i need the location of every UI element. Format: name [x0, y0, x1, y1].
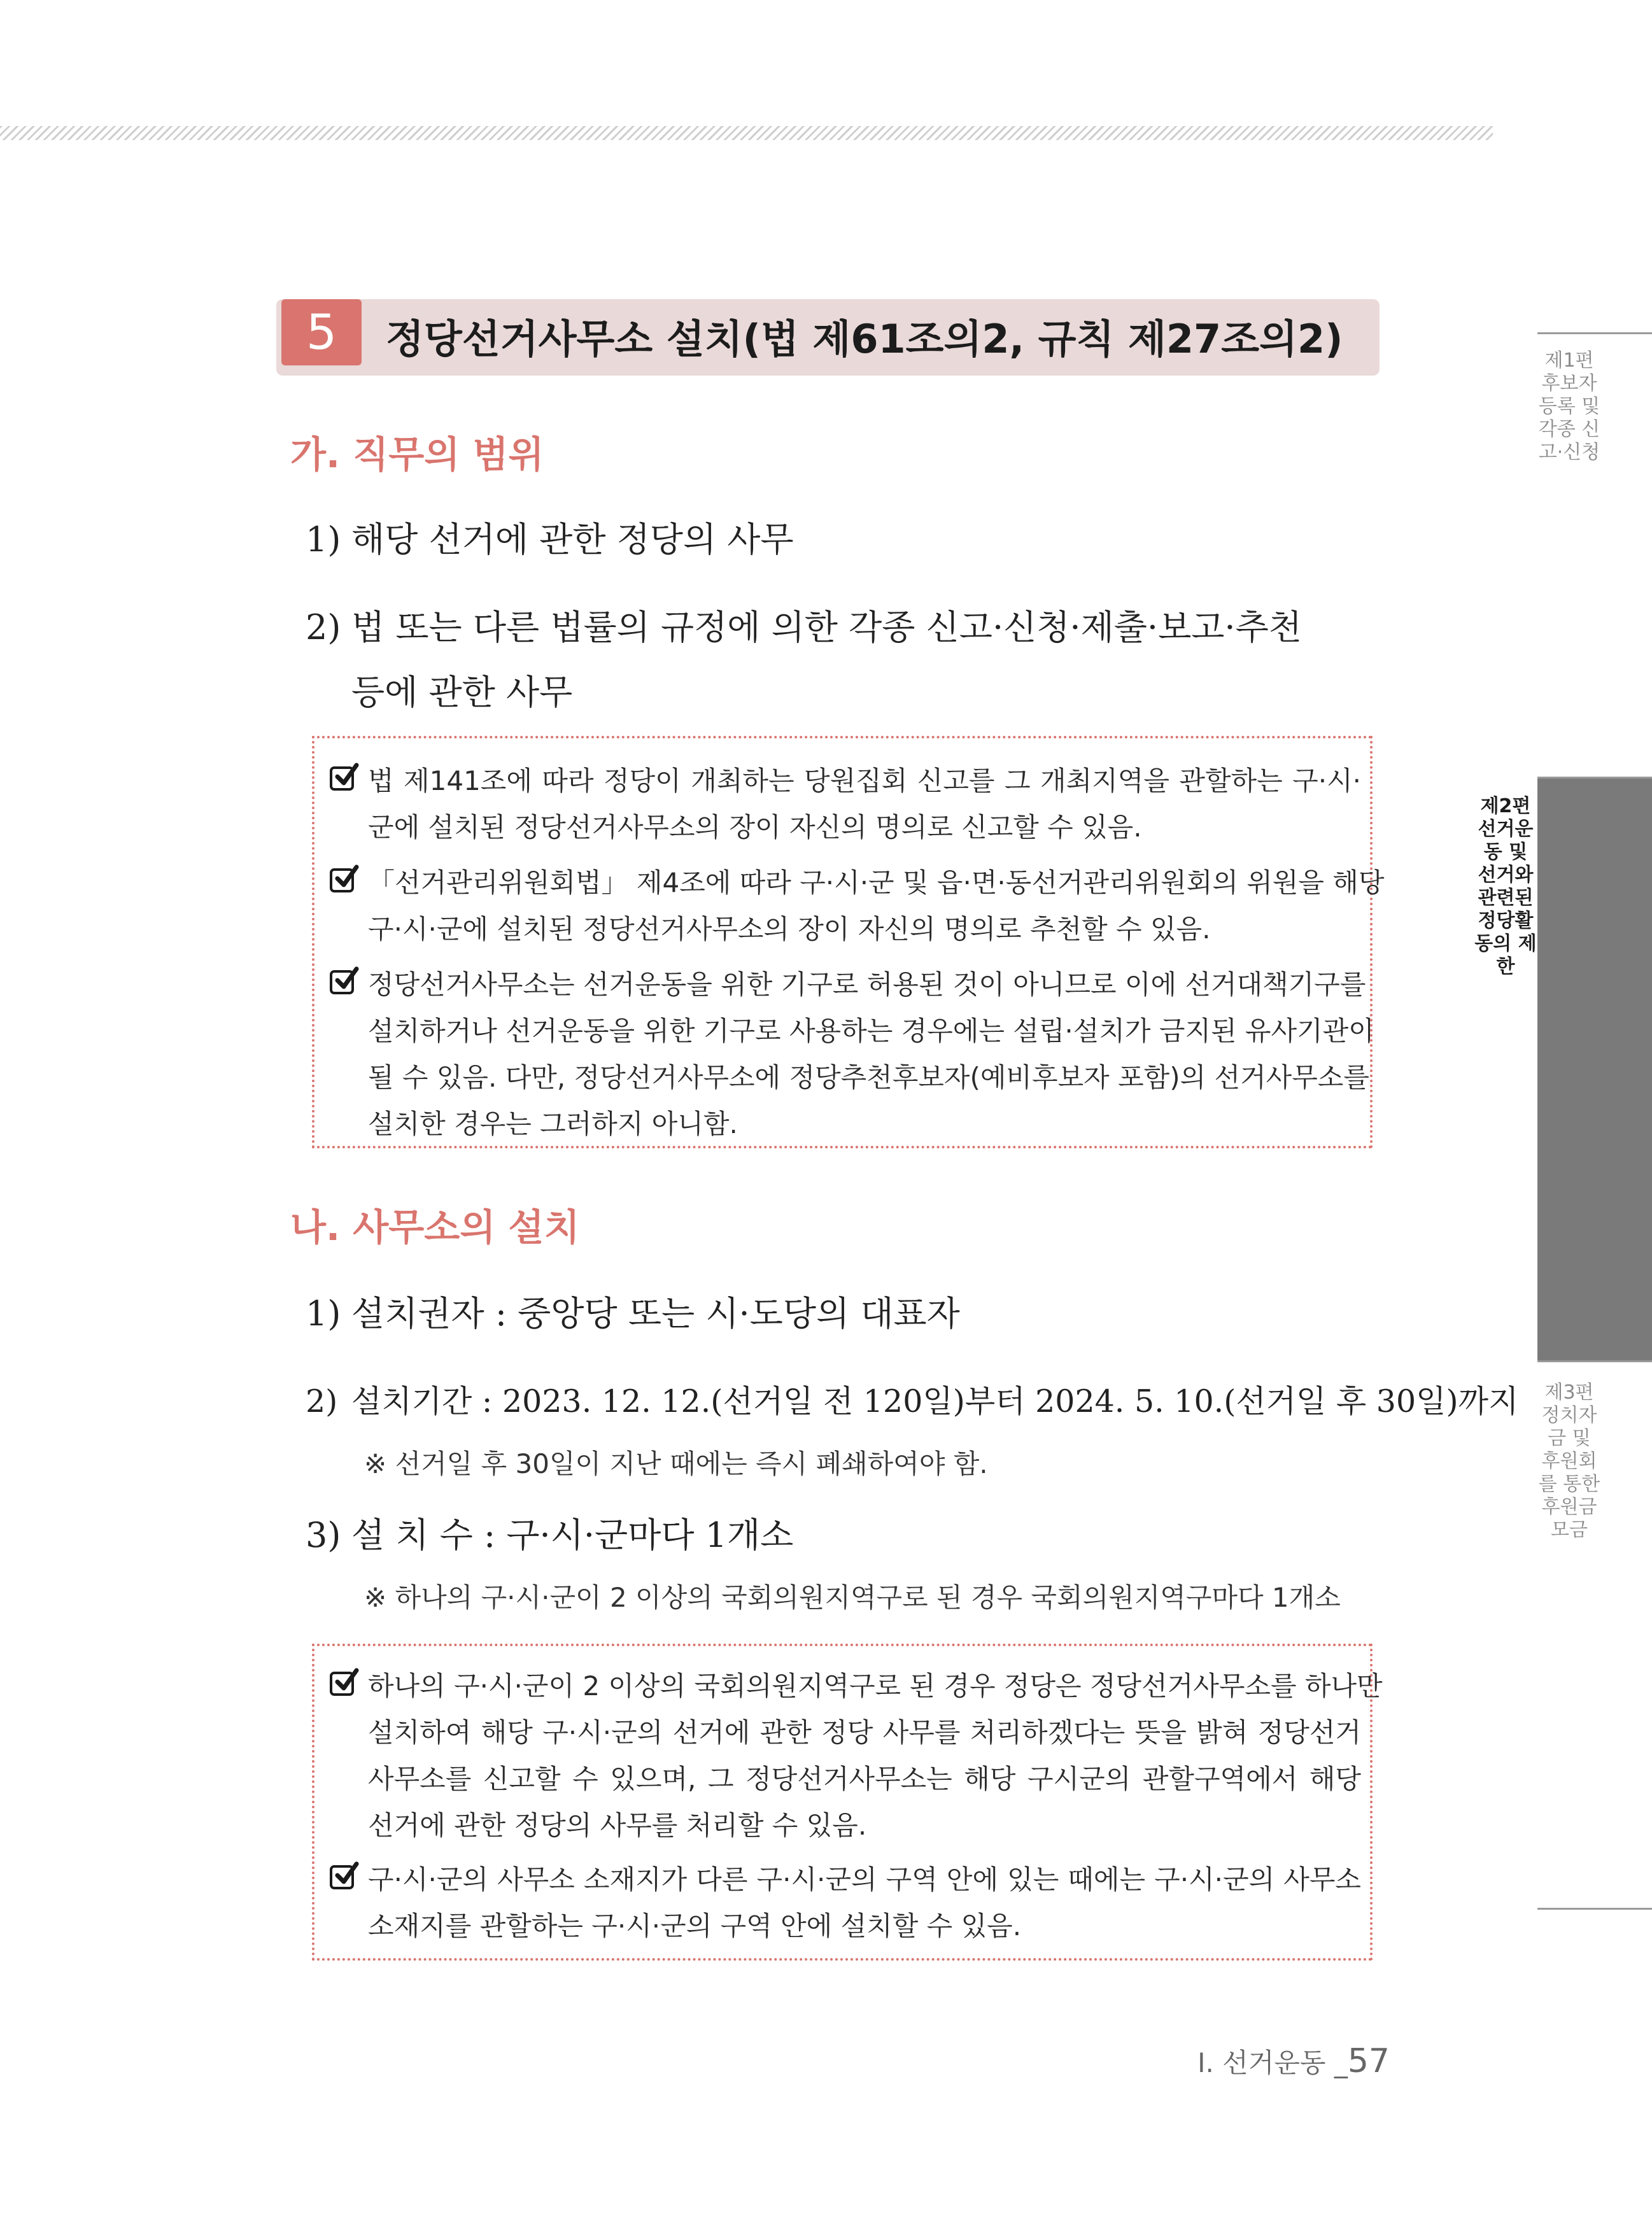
- note-line: 군에 설치된 정당선거사무소의 장이 자신의 명의로 신고할 수 있음.: [368, 812, 1142, 843]
- note-line: 법 제141조에 따라 정당이 개최하는 당원집회 신고를 그 개최지역을 관할하는 구·시·: [368, 765, 1361, 796]
- side-tab-part-3[interactable]: [1537, 1362, 1652, 1910]
- item-text: 설 치 수 : 구·시·군마다 1개소: [351, 1515, 794, 1555]
- checkbox-icon: [330, 1672, 354, 1696]
- section-title: 정당선거사무소 설치(법 제61조의2, 규칙 제27조의2): [386, 316, 1343, 362]
- item-number: 2): [306, 607, 341, 647]
- note-line: 설치한 경우는 그러하지 아니함.: [368, 1108, 738, 1139]
- note-line: 선거에 관한 정당의 사무를 처리할 수 있음.: [368, 1810, 867, 1841]
- note-line: 소재지를 관할하는 구·시·군의 구역 안에 설치할 수 있음.: [368, 1910, 1022, 1942]
- item-text: 설치권자 : 중앙당 또는 시·도당의 대표자: [351, 1294, 960, 1334]
- note-line: 하나의 구·시·군이 2 이상의 국회의원지역구로 된 경우 정당은 정당선거사무소를 하나만: [368, 1670, 1383, 1702]
- item-number: 1): [306, 1294, 341, 1334]
- page-footer: [1197, 2042, 1390, 2080]
- note-line: 설치하거나 선거운동을 위한 기구로 사용하는 경우에는 설립·설치가 금지된 유사기관이: [368, 1015, 1374, 1047]
- note-line: 될 수 있음. 다만, 정당선거사무소에 정당추천후보자(예비후보자 포함)의 선거사무소를: [368, 1062, 1369, 1093]
- list-item: [306, 1376, 1518, 1427]
- page-number: 57: [1347, 2042, 1390, 2080]
- item-note: ※ 선거일 후 30일이 지난 때에는 즉시 폐쇄하여야 함.: [364, 1448, 988, 1479]
- item-text: 설치기간 : 2023. 12. 12.(선거일 전 120일)부터 2024. 5. 10.(선거일 후 30일)까지: [351, 1383, 1519, 1420]
- list-item: [306, 514, 794, 565]
- header-hatch-band: [0, 126, 1493, 140]
- item-number: 2): [306, 1383, 338, 1420]
- list-item: [306, 1288, 960, 1339]
- note-line: 사무소를 신고할 수 있으며, 그 정당선거사무소는 해당 구시군의 관할구역에서 해당: [368, 1763, 1361, 1794]
- item-text-continuation: 등에 관한 사무: [351, 672, 573, 712]
- note-line: 설치하여 해당 구·시·군의 선거에 관한 정당 사무를 처리하겠다는 뜻을 밝혀 정당선거: [368, 1717, 1361, 1748]
- list-item: [306, 602, 1302, 653]
- checkbox-icon: [330, 766, 354, 791]
- note-line: 「선거관리위원회법」 제4조에 따라 구·시·군 및 읍·면·동선거관리위원회의 위원을 해당: [368, 867, 1385, 898]
- footer-chapter: Ⅰ. 선거운동 _: [1197, 2047, 1348, 2078]
- subsection-heading-office: 나. 사무소의 설치: [290, 1206, 580, 1249]
- note-box-office: [312, 1644, 1383, 1961]
- item-text: 법 또는 다른 법률의 규정에 의한 각종 신고·신청·제출·보고·추천: [351, 607, 1302, 647]
- item-note: ※ 하나의 구·시·군이 2 이상의 국회의원지역구로 된 경우 국회의원지역구마다 1개소: [364, 1582, 1341, 1613]
- side-tab-label: 제2편 선거운동 및 선거와 관련된 정당활동의 제한: [1474, 795, 1537, 978]
- item-number: 1): [306, 519, 341, 560]
- side-tab-label: 제3편 정치자금 및 후원회를 통한 후원금 모금: [1538, 1381, 1600, 1541]
- note-line: 구·시·군에 설치된 정당선거사무소의 장이 자신의 명의로 추천할 수 있음.: [368, 913, 1211, 945]
- list-item: [306, 1510, 793, 1561]
- section-number-badge: 5: [281, 299, 362, 365]
- note-box-scope: [312, 736, 1385, 1148]
- side-tab-label: 제1편 후보자등록 및 각종 신고·신청: [1538, 349, 1600, 463]
- checkbox-icon: [330, 970, 354, 994]
- item-number: 3): [306, 1515, 341, 1555]
- checkbox-icon: [330, 1865, 354, 1889]
- checkbox-icon: [330, 868, 354, 892]
- note-line: 구·시·군의 사무소 소재지가 다른 구·시·군의 구역 안에 있는 때에는 구·시·군의 사무소: [368, 1864, 1361, 1895]
- side-tab-part-1[interactable]: [1537, 332, 1652, 777]
- item-text: 해당 선거에 관한 정당의 사무: [351, 519, 794, 560]
- note-line: 정당선거사무소는 선거운동을 위한 기구로 허용된 것이 아니므로 이에 선거대책기구를: [368, 969, 1366, 1000]
- subsection-heading-scope: 가. 직무의 범위: [290, 433, 544, 476]
- side-tab-part-2[interactable]: [1474, 777, 1652, 1362]
